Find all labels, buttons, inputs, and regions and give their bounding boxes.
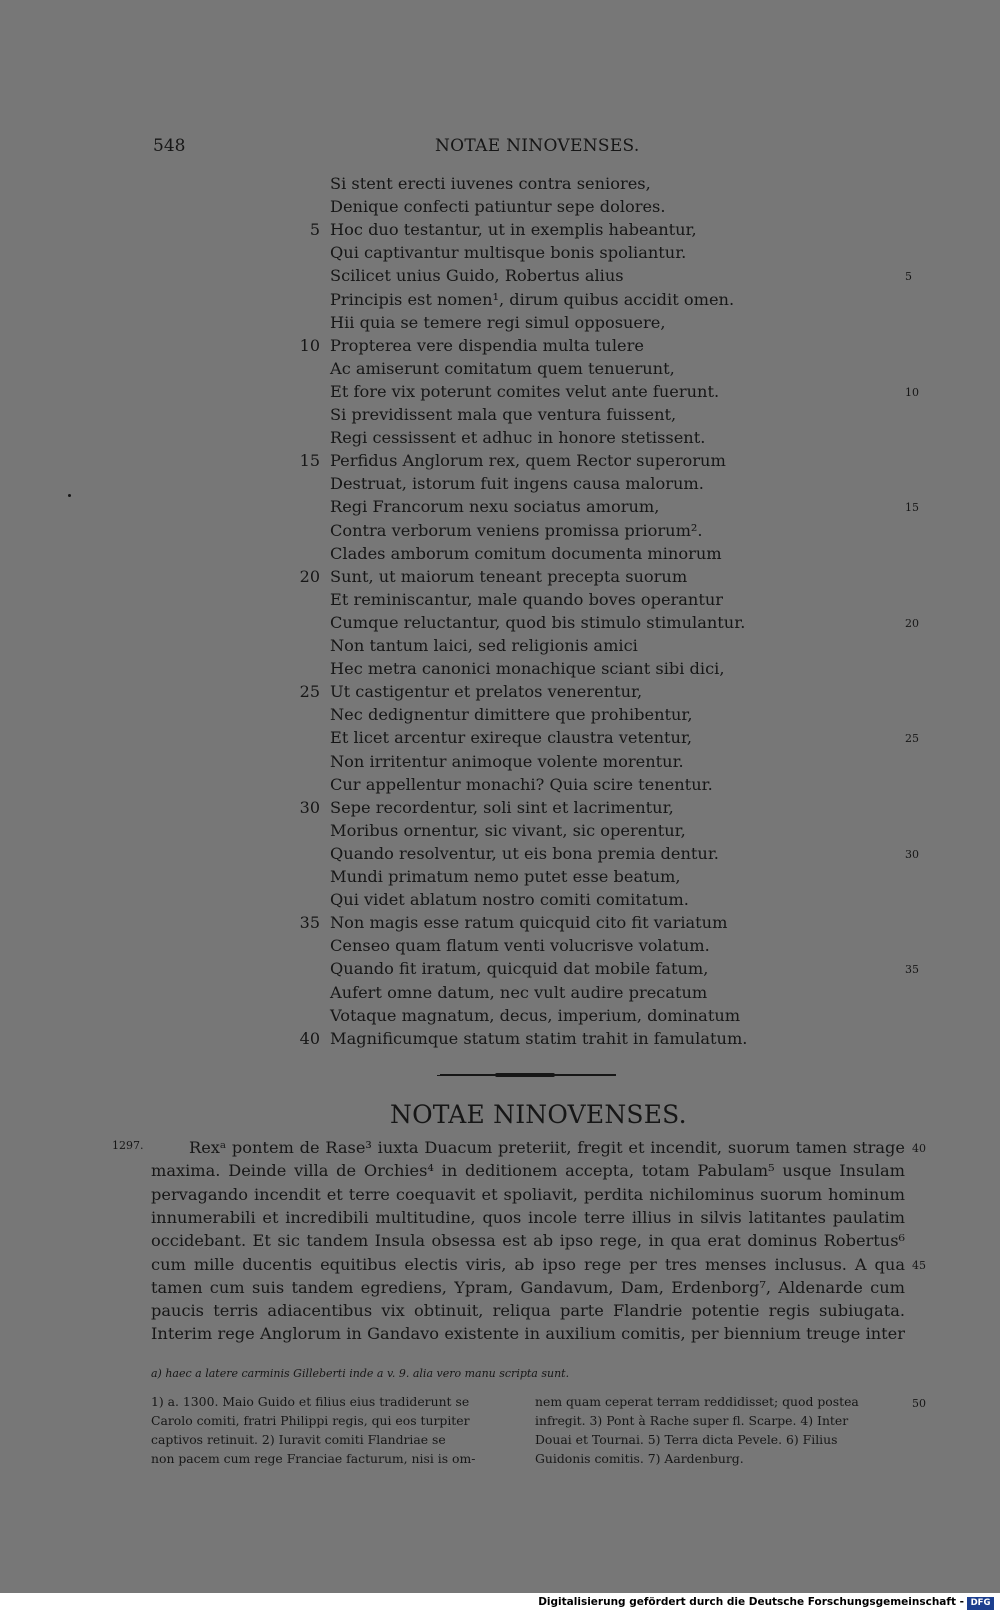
- verse-line: Ut castigentur et prelatos venerentur,: [330, 682, 643, 701]
- verse-line: Quando resolventur, ut eis bona premia dentur.: [330, 844, 719, 863]
- footnote-a: a) haec a latere carminis Gilleberti inde a v. 9. alia vero manu scripta sunt.: [151, 1367, 570, 1380]
- dfg-logo: DFG: [967, 1597, 994, 1610]
- prose-line: paucis terris adiacentibus vix obtinuit, reliqua parte Flandrie potentie regis subiugata.: [151, 1301, 905, 1320]
- verse-line: Hoc duo testantur, ut in exemplis habeantur,: [330, 220, 697, 239]
- prose-line: cum mille ducentis equitibus electis viris, ab ipso rege per tres menses inclusus. A qua: [151, 1255, 905, 1274]
- section-title: NOTAE NINOVENSES.: [390, 1100, 687, 1129]
- footnote-line: captivos retinuit. 2) Iuravit comiti Flandriae se: [151, 1432, 446, 1447]
- notes-margin-number: 50: [912, 1397, 926, 1410]
- verse-line: Qui videt ablatum nostro comiti comitatum.: [330, 890, 689, 909]
- verse-line: Ac amiserunt comitatum quem tenuerunt,: [330, 359, 675, 378]
- verse-line: Non irritentur animoque volente morentur.: [330, 752, 684, 771]
- verse-line: Qui captivantur multisque bonis spoliantur.: [330, 243, 687, 262]
- verse-line: Sepe recordentur, soli sint et lacrimentur,: [330, 798, 674, 817]
- verse-line: Scilicet unius Guido, Robertus alius: [330, 266, 624, 285]
- verse-number: 20: [299, 567, 320, 586]
- verse-line: Principis est nomen¹, dirum quibus accidit omen.: [330, 290, 735, 309]
- verse-line: Clades amborum comitum documenta minorum: [330, 544, 722, 563]
- prose-line: innumerabili et incredibili multitudine, quos incole terre illius in silvis latitantes paulatim: [151, 1208, 905, 1227]
- verse-line: Hec metra canonici monachique sciant sibi dici,: [330, 659, 725, 678]
- footnote-line: nem quam ceperat terram reddidisset; quod postea: [535, 1394, 859, 1409]
- verse-line: Cur appellentur monachi? Quia scire tenentur.: [330, 775, 713, 794]
- verse-line: Et licet arcentur exireque claustra vetentur,: [330, 728, 693, 747]
- verse-number: 5: [309, 220, 320, 239]
- margin-line-number: 25: [905, 732, 919, 745]
- margin-line-number: 30: [905, 848, 919, 861]
- verse-line: Moribus ornentur, sic vivant, sic operentur,: [330, 821, 686, 840]
- verse-line: Contra verborum veniens promissa priorum².: [330, 521, 703, 540]
- verse-line: Quando fit iratum, quicquid dat mobile fatum,: [330, 959, 709, 978]
- footer-credit: Digitalisierung gefördert durch die Deutsche Forschungsgemeinschaft -: [538, 1596, 964, 1608]
- verse-line: Propterea vere dispendia multa tulere: [330, 336, 644, 355]
- verse-line: Denique confecti patiuntur sepe dolores.: [330, 197, 666, 216]
- margin-line-number: 15: [905, 501, 919, 514]
- verse-line: Censeo quam flatum venti volucrisve volatum.: [330, 936, 710, 955]
- margin-line-number: 10: [905, 386, 919, 399]
- verse-line: Nec dedignentur dimittere que prohibentur,: [330, 705, 693, 724]
- verse-line: Et reminiscantur, male quando boves operantur: [330, 590, 724, 609]
- prose-line: Rexᵃ pontem de Rase³ iuxta Duacum preteriit, fregit et incendit, suorum tamen strage: [189, 1138, 905, 1157]
- verse-line: Regi Francorum nexu sociatus amorum,: [330, 497, 660, 516]
- verse-line: Si stent erecti iuvenes contra seniores,: [330, 174, 651, 193]
- margin-line-number: 20: [905, 617, 919, 630]
- prose-line: occidebant. Et sic tandem Insula obsessa est ab ipso rege, in qua erat dominus Robertus⁶: [151, 1231, 905, 1250]
- verse-line: Destruat, istorum fuit ingens causa malorum.: [330, 474, 704, 493]
- scan-speck: [68, 494, 71, 497]
- prose-line: tamen cum suis tandem egrediens, Ypram, Gandavum, Dam, Erdenborg⁷, Aldenarde cum: [151, 1278, 905, 1297]
- verse-line: Mundi primatum nemo putet esse beatum,: [330, 867, 681, 886]
- footnote-line: infregit. 3) Pont à Rache super fl. Scarpe. 4) Inter: [535, 1413, 849, 1428]
- verse-line: Cumque reluctantur, quod bis stimulo stimulantur.: [330, 613, 746, 632]
- verse-line: Non magis esse ratum quicquid cito fit variatum: [330, 913, 728, 932]
- verse-line: Et fore vix poterunt comites velut ante fuerunt.: [330, 382, 720, 401]
- verse-line: Aufert omne datum, nec vult audire precatum: [330, 983, 708, 1002]
- margin-line-number: 35: [905, 963, 919, 976]
- verse-line: Perfidus Anglorum rex, quem Rector superorum: [330, 451, 726, 470]
- year-note: 1297.: [112, 1139, 144, 1152]
- footnote-line: Carolo comiti, fratri Philippi regis, qui eos turpiter: [151, 1413, 470, 1428]
- verse-line: Hii quia se temere regi simul opposuere,: [330, 313, 666, 332]
- section-divider-swell: [495, 1073, 555, 1077]
- verse-line: Votaque magnatum, decus, imperium, dominatum: [330, 1006, 741, 1025]
- footnote-line: Guidonis comitis. 7) Aardenburg.: [535, 1451, 744, 1466]
- prose-margin-number: 45: [912, 1259, 926, 1272]
- verse-line: Si previdissent mala que ventura fuissent,: [330, 405, 677, 424]
- verse-number: 25: [299, 682, 320, 701]
- verse-line: Sunt, ut maiorum teneant precepta suorum: [330, 567, 688, 586]
- verse-line: Magnificumque statum statim trahit in famulatum.: [330, 1029, 748, 1048]
- verse-number: 30: [299, 798, 320, 817]
- verse-line: Regi cessissent et adhuc in honore stetissent.: [330, 428, 706, 447]
- prose-line: maxima. Deinde villa de Orchies⁴ in deditionem accepta, totam Pabulam⁵ usque Insulam: [151, 1161, 905, 1180]
- page-number: 548: [153, 136, 186, 156]
- footnote-line: Douai et Tournai. 5) Terra dicta Pevele. 6) Filius: [535, 1432, 838, 1447]
- verse-line: Non tantum laici, sed religionis amici: [330, 636, 638, 655]
- footnote-line: 1) a. 1300. Maio Guido et filius eius tradiderunt se: [151, 1394, 470, 1409]
- prose-line: pervagando incendit et terre coequavit et spoliavit, perdita nichilominus suorum hominum: [151, 1185, 905, 1204]
- verse-number: 40: [299, 1029, 320, 1048]
- verse-number: 15: [299, 451, 320, 470]
- verse-number: 10: [299, 336, 320, 355]
- prose-margin-number: 40: [912, 1142, 926, 1155]
- verse-number: 35: [299, 913, 320, 932]
- running-title: NOTAE NINOVENSES.: [435, 136, 640, 156]
- margin-line-number: 5: [905, 270, 912, 283]
- prose-line: Interim rege Anglorum in Gandavo existente in auxilium comitis, per biennium treuge inter: [151, 1324, 905, 1343]
- footnote-line: non pacem cum rege Franciae facturum, nisi is om-: [151, 1451, 476, 1466]
